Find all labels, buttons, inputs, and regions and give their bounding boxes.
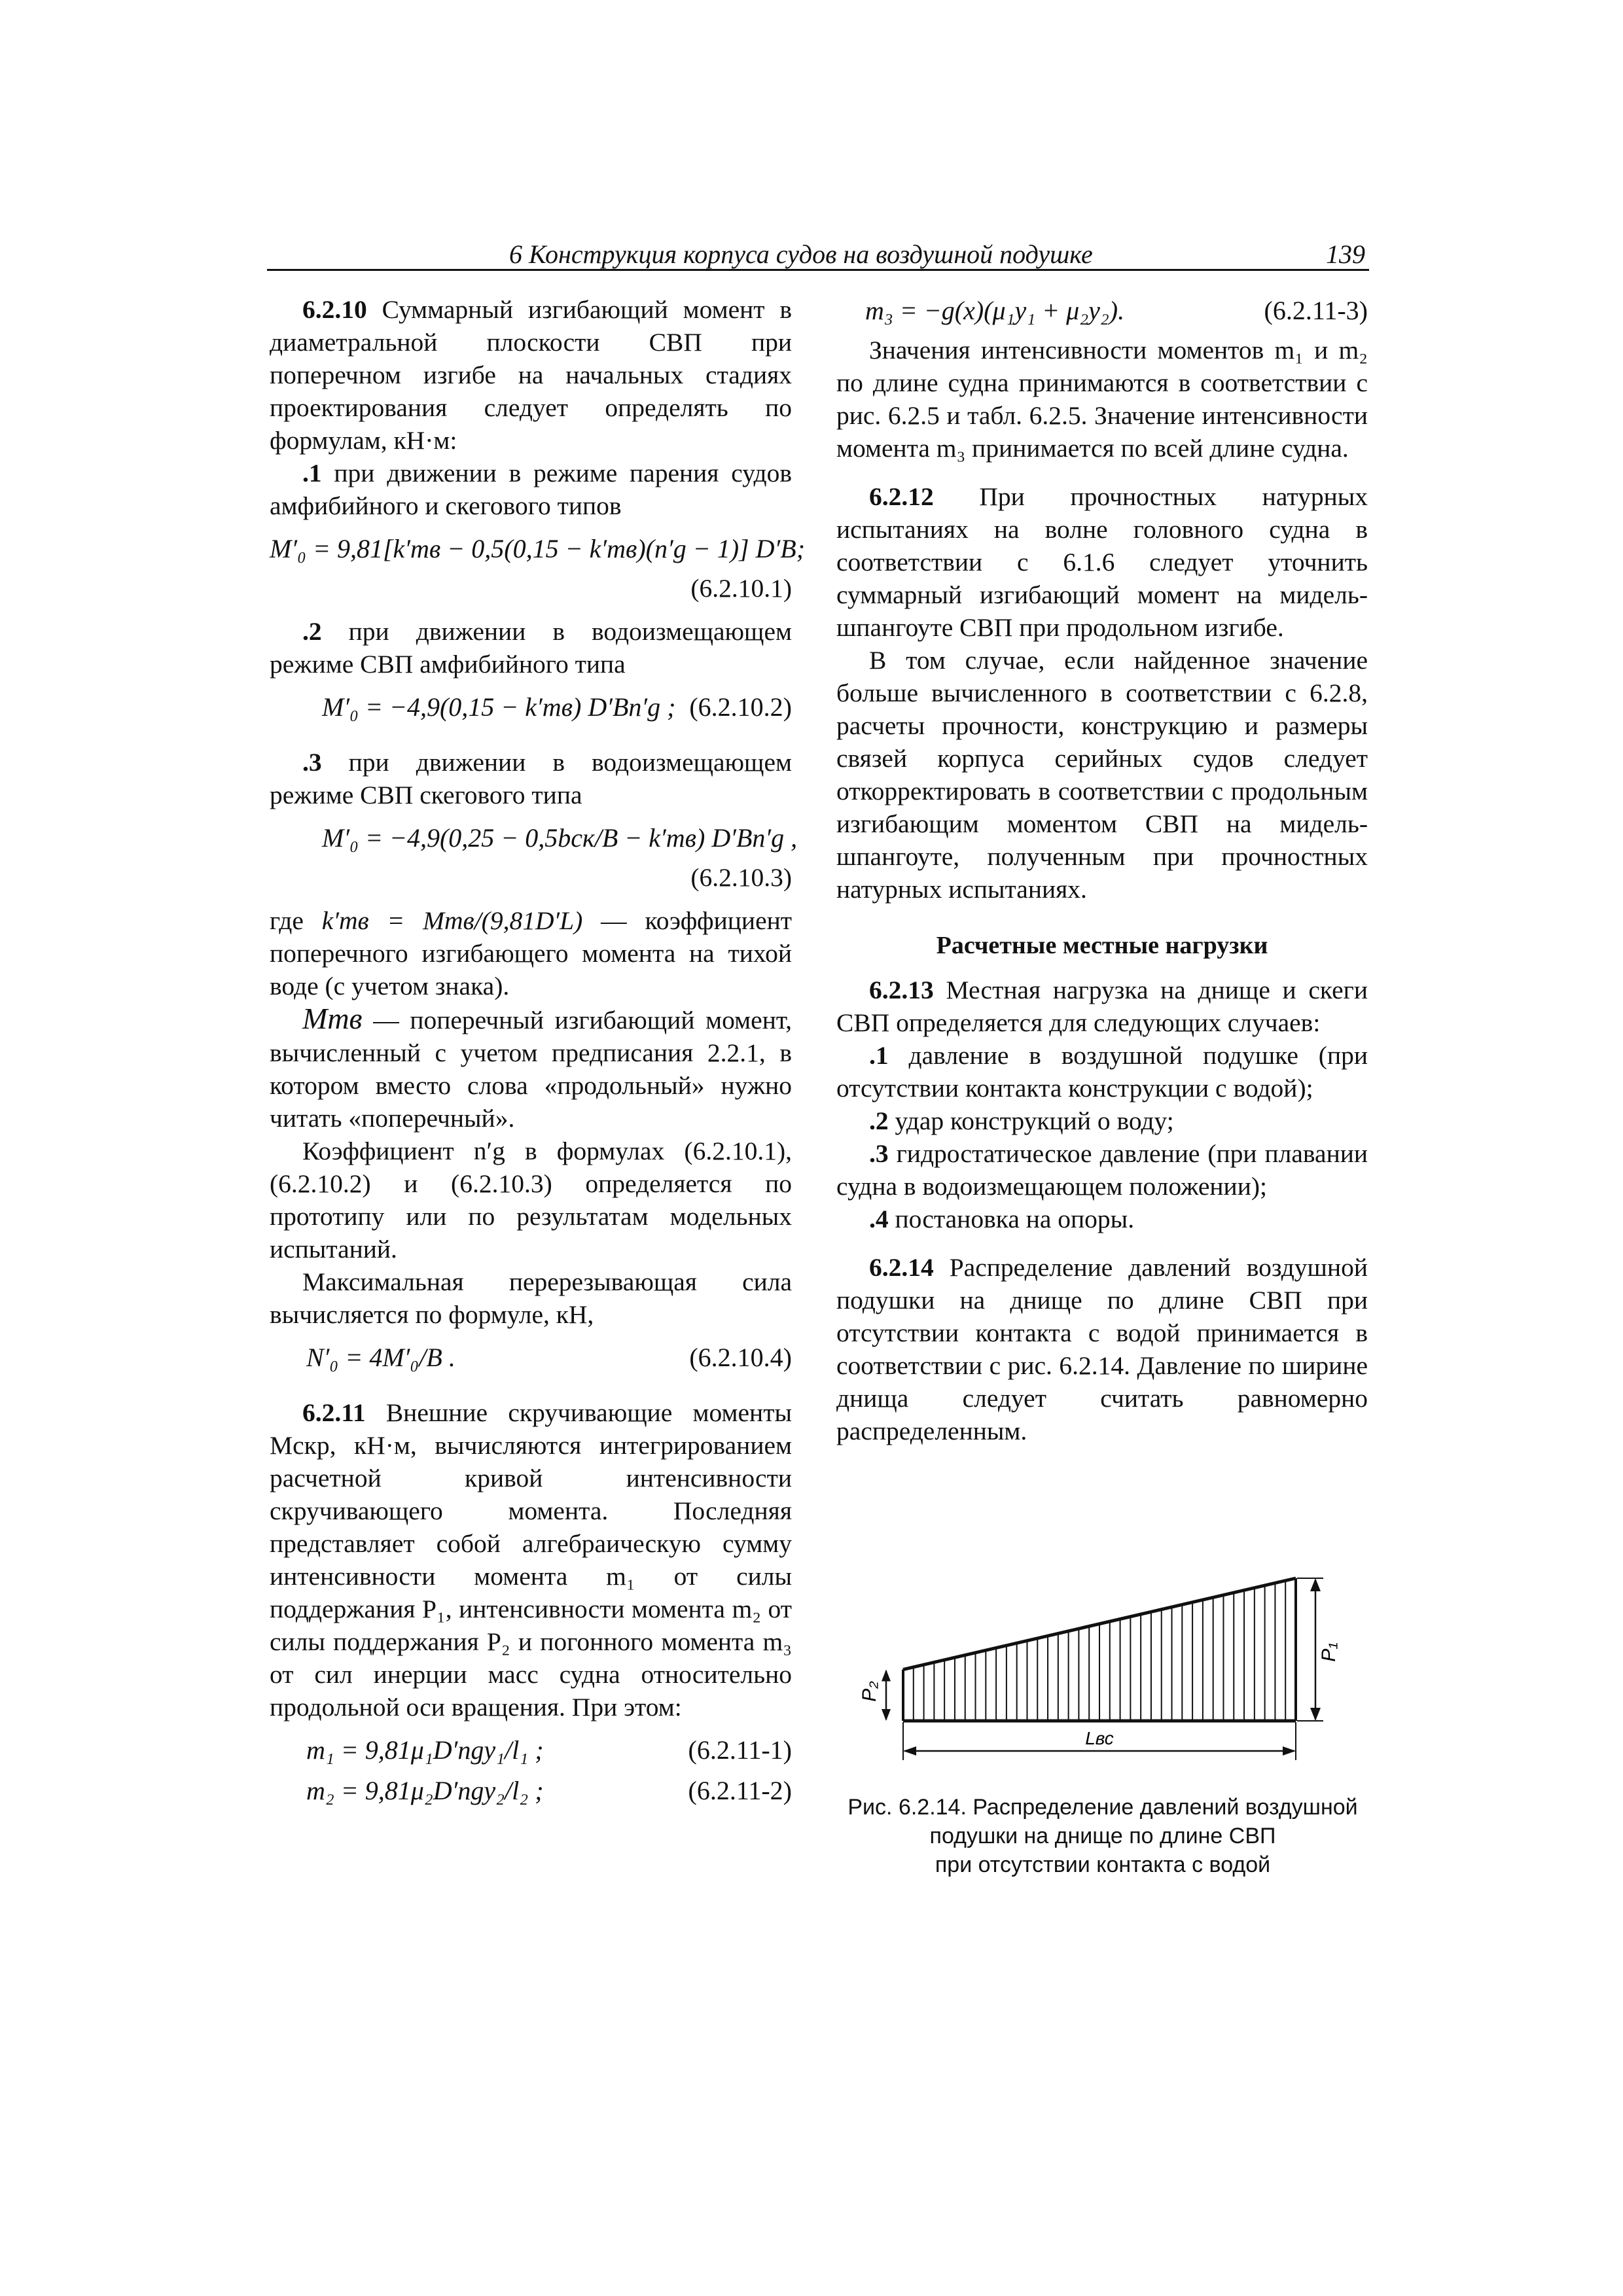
paragraph-6-2-11: 6.2.11 Внешние скручивающие моменты Mскр, кН·м, вычисляются интегрированием расчетной кривой интенсивности скручивающего момента. Последняя представляет собой алгебраическую сумму интенсивности момента m₁ от силы поддержания P₁, интенсивности момента m₂ от силы поддержания P₂ и погонного момента m₃ от сил инерции масс судна относительно продольной оси вращения. При этом: [270, 1398, 792, 1722]
equation-number: (6.2.10.1) [690, 574, 792, 603]
paragraph-6-2-10: 6.2.10 Суммарный изгибающий момент в диаметральной плоскости СВП при поперечном изгибе на начальных стадиях проектирования следует определять по формулам, кН·м: [270, 295, 792, 455]
equation-number: (6.2.10.3) [690, 863, 792, 892]
equation-number: (6.2.11-1) [688, 1735, 792, 1765]
list-item-1: .1 при движении в режиме парения судов амфибийного и скегового типов [270, 459, 792, 520]
clause-number: 6.2.12 [869, 482, 934, 511]
list-item-2: .2 при движении в водоизмещающем режиме СВП амфибийного типа [270, 617, 792, 679]
left-column [270, 293, 806, 1814]
coefficient-paragraph: Коэффициент n′g в формулах (6.2.10.1), (6.2.10.2) и (6.2.10.3) определяется по прототипу или по результатам модельных испытаний. [270, 1137, 792, 1263]
formula-6-2-10-1: M′₀ = 9,81[k′тв − 0,5(0,15 − k′тв)(n′g − 1)] D′B; [270, 534, 806, 563]
arrow-left-icon [903, 1746, 916, 1756]
right-column [836, 293, 1368, 1447]
arrow-down-icon [882, 1709, 891, 1721]
paragraph-6-2-12: 6.2.12 При прочностных натурных испытаниях на волне головного судна в соответствии с 6.1.6 следует уточнить суммарный изгибающий момент на мидель-шпангоуте СВП при продольном изгибе. [836, 482, 1368, 642]
arrow-up-icon [882, 1670, 891, 1682]
label-length: Lвс [1085, 1728, 1114, 1748]
load-case-2: .2 удар конструкций о воду; [869, 1106, 1174, 1135]
arrow-down-icon [1310, 1708, 1321, 1721]
load-case-4: .4 постановка на опоры. [869, 1205, 1135, 1233]
pressure-distribution-figure [859, 1557, 1342, 1773]
formula-6-2-10-2: M′₀ = −4,9(0,15 − k′тв) D′Bn′g ; (6.2.10.2) [270, 690, 792, 725]
list-item-3: .3 при движении в водоизмещающем режиме СВП скегового типа [270, 748, 792, 809]
running-header [267, 239, 1369, 271]
inline-formula: k′тв = Mтв/(9,81D′L) [321, 906, 583, 935]
clause-number: 6.2.14 [869, 1253, 934, 1282]
clause-number: 6.2.13 [869, 976, 934, 1004]
arrow-right-icon [1283, 1746, 1296, 1756]
shear-force-paragraph: Максимальная перерезывающая сила вычисляется по формуле, кН, [270, 1267, 792, 1329]
correction-paragraph: В том случае, если найденное значение больше вычисленного в соответствии с 6.2.8, расчеты прочности, конструкцию и размеры связей корпуса серийных судов следует откорректировать в соответствии с продольным изгибающим моментом СВП на мидель-шпангоуте, полученным при прочностных натурных испытаниях. [836, 646, 1368, 904]
clause-number: 6.2.10 [302, 295, 367, 324]
label-p1: P₁ [1318, 1642, 1340, 1662]
load-case-3: .3 гидростатическое давление (при плавании судна в водоизмещающем положении); [836, 1139, 1368, 1201]
header-title: 6 Конструкция корпуса судов на воздушной подушке [509, 239, 1093, 269]
mtv-definition: Mтв — поперечный изгибающий момент, вычисленный с учетом предписания 2.2.1, в котором вместо слова «продольный» нужно читать «поперечный». [270, 1002, 792, 1133]
arrow-up-icon [1310, 1578, 1321, 1591]
equation-number: (6.2.11-3) [1264, 296, 1368, 325]
label-p2: P₂ [859, 1681, 880, 1702]
m-values-paragraph: Значения интенсивности моментов m₁ и m₂ по длине судна принимаются в соответствии с рис. 6.2.5 и табл. 6.2.5. Значение интенсивности момента m₃ принимается по всей длине судна. [836, 336, 1368, 463]
equation-number: (6.2.11-2) [688, 1776, 792, 1805]
paragraph-6-2-13: 6.2.13 Местная нагрузка на днище и скеги СВП определяется для следующих случаев: [836, 976, 1368, 1037]
page-number: 139 [1326, 239, 1365, 269]
equation-number: (6.2.10.2) [689, 692, 792, 722]
formula-6-2-11-1: m₁ = 9,81μ₁D′ngy₁/l₁ ; (6.2.11-1) [270, 1733, 792, 1768]
formula-6-2-10-4: N′₀ = 4M′₀/B . (6.2.10.4) [270, 1340, 792, 1375]
clause-number: 6.2.11 [302, 1398, 366, 1427]
formula-6-2-11-2: m₂ = 9,81μ₂D′ngy₂/l₂ ; (6.2.11-2) [270, 1773, 792, 1809]
hatched-pressure-area [914, 1581, 1285, 1721]
section-title: Расчетные местные нагрузки [936, 932, 1268, 959]
load-case-1: .1 давление в воздушной подушке (при отсутствии контакта конструкции с водой); [836, 1041, 1368, 1103]
paragraph-6-2-14: 6.2.14 Распределение давлений воздушной подушки на днище по длине СВП при отсутствии контакта с водой принимается в соответствии с рис. 6.2.14. Давление по ширине днища следует считать равномерно распределенным. [836, 1253, 1368, 1445]
where-definition: где k′тв = Mтв/(9,81D′L) — коэффициент поперечного изгибающего момента на тихой воде (с учетом знака). [270, 906, 792, 1000]
formula-6-2-10-3: M′₀ = −4,9(0,25 − 0,5bск/B − k′тв) D′Bn′g , [322, 823, 798, 853]
formula-6-2-11-3: m₃ = −g(x)(μ₁y₁ + μ₂y₂). (6.2.11-3) [836, 293, 1368, 328]
figure-caption: Рис. 6.2.14. Распределение давлений воздушной подушки на днище по длине СВП при отсутствии контакта с водой [847, 1795, 1358, 1877]
equation-number: (6.2.10.4) [689, 1343, 792, 1372]
